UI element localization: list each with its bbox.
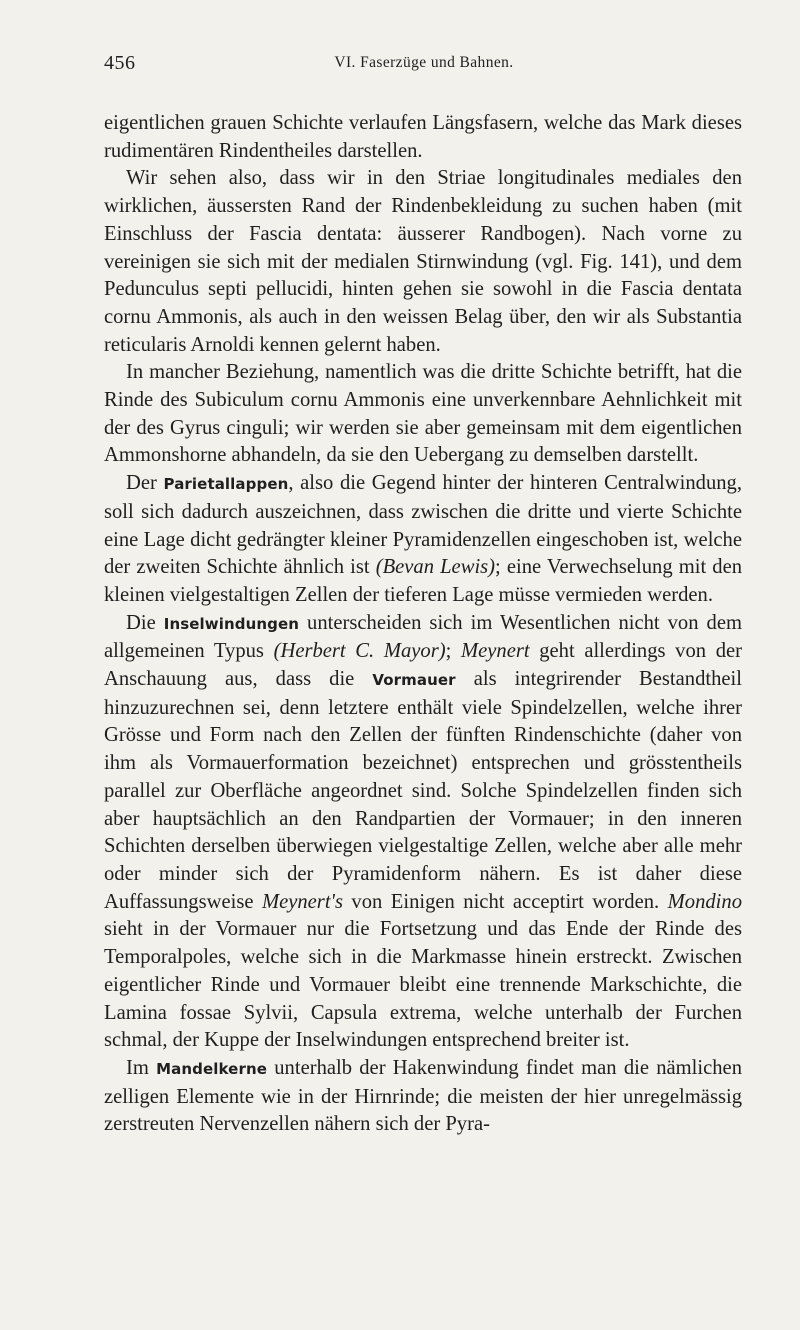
paragraph	[104, 110, 742, 165]
paragraph	[104, 165, 742, 359]
text-run: Wir sehen also, dass wir in den Striae longitudinales mediales den wirklichen, äussersten Rand der Rindenbekleidung zu suchen haben (mit Einschluss der Fascia dentata: äusserer Randbogen). Nach vorne zu vereinigen sie sich mit der medialen Stirnwindung (vgl. Fig. 141), und dem Pedunculus septi pellucidi, hinten gehen sie sowohl in die Fascia dentata cornu Ammonis, als auch in den weissen Belag über, den wir als Substantia reticularis Arnoldi kennen gelernt haben.	[104, 167, 742, 356]
paragraph	[104, 470, 742, 610]
text-run: ; eine Verwechselung mit den kleinen vielgestaltigen Zellen der tieferen Lage müsse vermieden werden.	[104, 556, 743, 606]
text-run: Die	[126, 611, 164, 634]
text-run: von Einigen nicht acceptirt worden.	[342, 890, 668, 913]
chapter-heading: VI. Faserzüge und Bahnen.	[334, 54, 514, 71]
author-citation: Mondino	[667, 890, 742, 913]
body-text	[104, 110, 742, 1139]
author-citation: (Bevan Lewis)	[375, 556, 496, 579]
text-run: unterscheiden sich im Wesentlichen nicht von dem allgemeinen Typus	[104, 611, 743, 663]
text-run: eigentlichen grauen Schichte verlaufen Längsfasern, welche das Mark dieses rudimentären Rindentheiles darstellen.	[104, 112, 742, 162]
text-run: ;	[445, 640, 461, 663]
key-term: Inselwindungen	[163, 614, 300, 633]
key-term: Vormauer	[372, 671, 456, 690]
text-run: , also die Gegend hinter der hinteren Centralwindung, soll sich dadurch auszeichnen, dass zwischen die dritte und vierte Schichte eine Lage dicht gedrängter kleiner Pyramidenzellen eingeschoben ist, welche der zweiten Schichte ähnlich ist	[104, 472, 742, 579]
text-run: Im	[126, 1056, 157, 1079]
paragraph	[104, 1055, 742, 1139]
paragraph	[104, 610, 742, 1055]
author-citation: Meynert's	[261, 890, 343, 913]
author-citation: (Herbert C. Mayor)	[273, 640, 446, 663]
key-term: Parietallappen	[163, 475, 289, 494]
key-term: Mandelkerne	[156, 1059, 268, 1078]
page-number: 456	[104, 52, 136, 74]
author-citation: Meynert	[460, 640, 530, 663]
running-head	[104, 52, 744, 82]
text-run: sieht in der Vormauer nur die Fortsetzung und das Ende der Rinde des Temporalpoles, welche sich in die Markmasse hinein erstreckt. Zwischen eigentlicher Rinde und Vormauer bleibt eine trennende Markschichte, die Lamina fossae Sylvii, Capsula extrema, welche unterhalb der Furchen schmal, der Kuppe der Inselwindungen entsprechend breiter ist.	[104, 918, 742, 1052]
text-run: als integrirender Bestandtheil hinzuzurechnen sei, denn letztere enthält viele Spindelzellen, welche ihrer Grösse und Form nach den Zellen der fünften Rindenschichte (daher von ihm als Vormauerformation bezeichnet) entsprechen und grösstentheils parallel zur Oberfläche angeordnet sind. Solche Spindelzellen finden sich aber hauptsächlich an den Randpartien der Vormauer; in den inneren Schichten derselben überwiegen vielgestaltige Zellen, welche aber alle mehr oder minder sich der Pyramidenform nähern. Es ist daher diese Auffassungsweise	[104, 668, 742, 913]
text-run: unterhalb der Hakenwindung findet man die nämlichen zelligen Elemente wie in der Hirnrinde; die meisten der hier unregelmässig zerstreuten Nervenzellen nähern sich der Pyra-	[104, 1056, 742, 1136]
text-run: In mancher Beziehung, namentlich was die dritte Schichte betrifft, hat die Rinde des Subiculum cornu Ammonis eine unverkennbare Aehnlichkeit mit der des Gyrus cinguli; wir werden sie aber gemeinsam mit dem eigentlichen Ammonshorne abhandeln, da sie den Uebergang zu demselben darstellt.	[104, 361, 742, 467]
text-run: geht allerdings von der Anschauung aus, dass die	[104, 640, 742, 691]
text-run: Der	[126, 472, 164, 495]
paragraph	[104, 359, 742, 470]
